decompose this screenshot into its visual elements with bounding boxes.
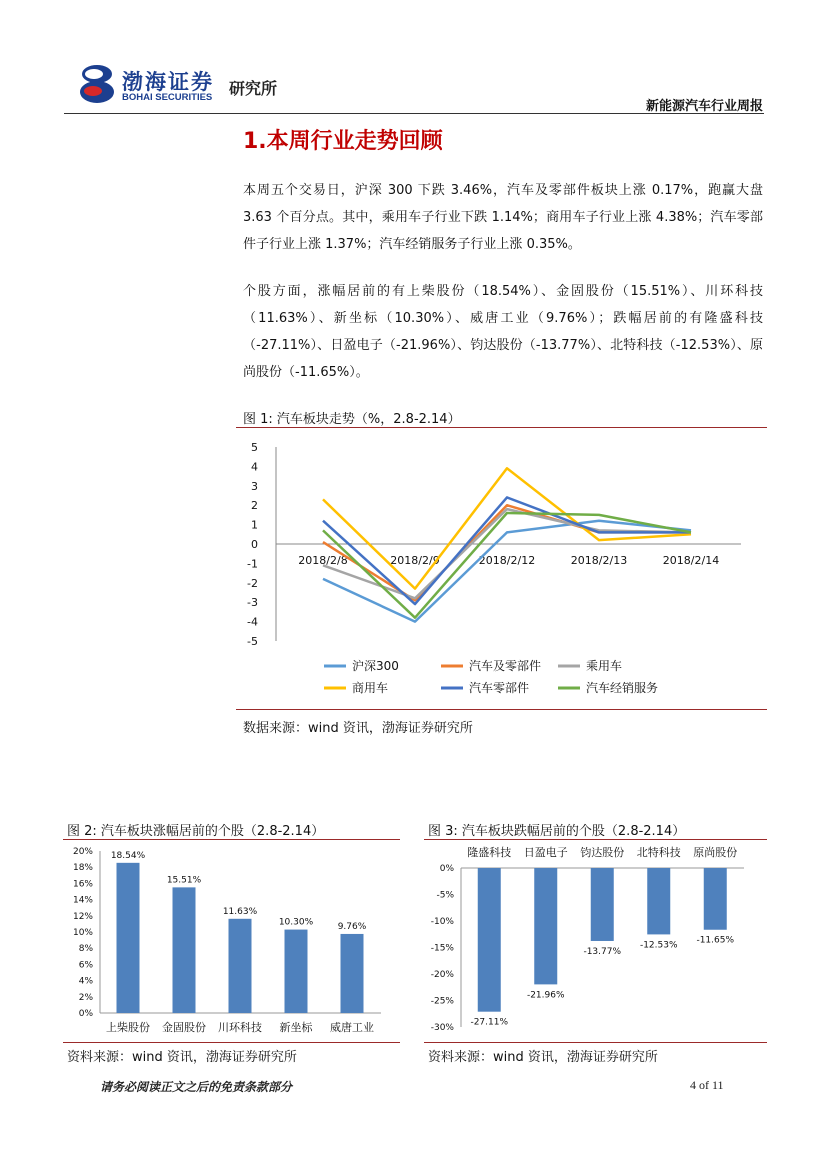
figure3-source: 资料来源：wind 资讯，渤海证券研究所 bbox=[428, 1050, 658, 1065]
y-tick-label: 12% bbox=[72, 911, 93, 922]
y-tick-label: -10% bbox=[430, 917, 454, 927]
data-label: -21.96% bbox=[526, 990, 565, 1001]
y-tick-label: 0% bbox=[439, 864, 454, 874]
gainers-bar-chart bbox=[63, 841, 400, 1041]
y-tick-label: -5 bbox=[247, 635, 258, 648]
y-tick-label: 18% bbox=[72, 863, 93, 874]
y-tick-label: -25% bbox=[430, 996, 454, 1007]
logo-chinese: 渤海证券 bbox=[122, 69, 214, 94]
figure1-top-rule bbox=[236, 427, 767, 428]
bar bbox=[478, 868, 501, 1012]
y-tick-label: 6% bbox=[78, 960, 93, 971]
data-label: -13.77% bbox=[583, 946, 622, 957]
figure2-top-rule bbox=[63, 839, 400, 840]
category-label: 隆盛科技 bbox=[467, 846, 512, 859]
y-tick-label: 10% bbox=[72, 928, 93, 938]
losers-bar-chart bbox=[424, 841, 767, 1041]
y-tick-label: 3 bbox=[251, 479, 258, 493]
legend-label: 汽车零部件 bbox=[469, 681, 530, 695]
y-tick-label: -4 bbox=[247, 615, 258, 629]
category-label: 川环科技 bbox=[218, 1021, 262, 1034]
bar bbox=[591, 868, 614, 941]
report-name: 新能源汽车行业周报 bbox=[645, 99, 763, 114]
category-label: 新坐标 bbox=[279, 1021, 313, 1034]
legend-label: 乘用车 bbox=[586, 659, 623, 673]
category-label: 日盈电子 bbox=[523, 846, 568, 859]
data-label: -11.65% bbox=[696, 935, 735, 946]
y-tick-label: -5% bbox=[436, 890, 454, 901]
y-tick-label: 1 bbox=[251, 518, 258, 532]
bar bbox=[285, 930, 308, 1013]
figure3-bottom-rule bbox=[424, 1042, 767, 1043]
x-tick-label: 2018/2/12 bbox=[478, 554, 536, 567]
category-label: 原尚股份 bbox=[693, 846, 738, 859]
y-tick-label: -3 bbox=[247, 596, 258, 610]
department-label: 研究所 bbox=[229, 79, 278, 98]
category-label: 金固股份 bbox=[162, 1021, 206, 1034]
y-tick-label: 2 bbox=[251, 499, 258, 513]
bar bbox=[173, 887, 196, 1013]
data-label: 10.30% bbox=[278, 917, 314, 928]
data-label: 11.63% bbox=[222, 906, 258, 917]
figure2-source: 资料来源：wind 资讯，渤海证券研究所 bbox=[67, 1050, 297, 1065]
data-label: 18.54% bbox=[110, 850, 146, 861]
bar bbox=[341, 934, 364, 1013]
stocks-paragraph: 个股方面，涨幅居前的有上柴股份（18.54%）、金固股份（15.51%）、川环科技（11.63%）、新坐标（10.30%）、威唐工业（9.76%）；跌幅居前的有隆盛科技（-27.11%）、日盈电子（-21.96%）、钧达股份（-13.77%）、北特科技（-12.53%）、原尚股份（-11.65%）。 bbox=[243, 284, 763, 380]
y-tick-label: 0 bbox=[251, 538, 258, 551]
legend-label: 商用车 bbox=[352, 681, 389, 695]
bar bbox=[117, 863, 140, 1013]
figure3-title: 图 3: 汽车板块跌幅居前的个股（2.8-2.14） bbox=[428, 824, 686, 839]
y-tick-label: 4 bbox=[251, 460, 258, 474]
category-label: 上柴股份 bbox=[106, 1021, 150, 1034]
y-tick-label: 20% bbox=[72, 847, 93, 857]
summary-paragraph: 本周五个交易日，沪深 300 下跌 3.46%，汽车及零部件板块上涨 0.17%，跑赢大盘 3.63 个百分点。其中，乘用车子行业下跌 1.14%；商用车子行业上涨 4.38%；汽车零部件子行业上涨 1.37%；汽车经销服务子行业上涨 0.35%。 bbox=[243, 183, 763, 252]
y-tick-label: -2 bbox=[247, 576, 258, 590]
x-tick-label: 2018/2/13 bbox=[570, 554, 628, 567]
y-tick-label: 2% bbox=[78, 992, 93, 1003]
legend-label: 汽车经销服务 bbox=[586, 681, 659, 695]
y-tick-label: 4% bbox=[78, 976, 93, 987]
section-title: 1.本周行业走势回顾 bbox=[243, 129, 443, 154]
figure1-source: 数据来源：wind 资讯，渤海证券研究所 bbox=[243, 721, 473, 736]
x-tick-label: 2018/2/9 bbox=[390, 554, 440, 567]
figure1-title: 图 1: 汽车板块走势（%，2.8-2.14） bbox=[243, 412, 461, 427]
bar bbox=[647, 868, 670, 934]
figure2-title: 图 2: 汽车板块涨幅居前的个股（2.8-2.14） bbox=[67, 824, 325, 839]
x-tick-label: 2018/2/8 bbox=[298, 554, 348, 567]
figure3-top-rule bbox=[424, 839, 767, 840]
disclaimer-note: 请务必阅读正文之后的免责条款部分 bbox=[100, 1080, 293, 1094]
bar bbox=[704, 868, 727, 930]
figure2-bottom-rule bbox=[63, 1042, 400, 1043]
y-tick-label: 5 bbox=[251, 441, 258, 454]
bar bbox=[229, 919, 252, 1013]
figure1-bottom-rule bbox=[236, 709, 767, 710]
y-tick-label: -1 bbox=[247, 557, 258, 571]
y-tick-label: 14% bbox=[72, 895, 93, 906]
logo-english: BOHAI SECURITIES bbox=[122, 92, 213, 103]
y-tick-label: 8% bbox=[78, 944, 93, 955]
data-label: 15.51% bbox=[166, 875, 202, 886]
header-divider bbox=[64, 113, 764, 114]
category-label: 钧达股份 bbox=[580, 846, 625, 859]
y-tick-label: 0% bbox=[78, 1009, 93, 1019]
y-tick-label: -30% bbox=[430, 1023, 454, 1033]
data-label: 9.76% bbox=[337, 921, 367, 932]
y-tick-label: 16% bbox=[72, 879, 93, 890]
legend-label: 汽车及零部件 bbox=[469, 659, 542, 673]
company-logo-icon bbox=[78, 63, 116, 105]
y-tick-label: -20% bbox=[430, 970, 454, 980]
category-label: 威唐工业 bbox=[330, 1021, 374, 1034]
bar bbox=[534, 868, 557, 984]
line-chart bbox=[236, 430, 767, 710]
category-label: 北特科技 bbox=[636, 846, 681, 859]
y-tick-label: -15% bbox=[430, 943, 454, 954]
x-tick-label: 2018/2/14 bbox=[662, 554, 720, 567]
legend-label: 沪深300 bbox=[352, 659, 399, 673]
data-label: -12.53% bbox=[639, 940, 678, 951]
page-number: 4 of 11 bbox=[690, 1078, 724, 1092]
data-label: -27.11% bbox=[470, 1017, 509, 1028]
